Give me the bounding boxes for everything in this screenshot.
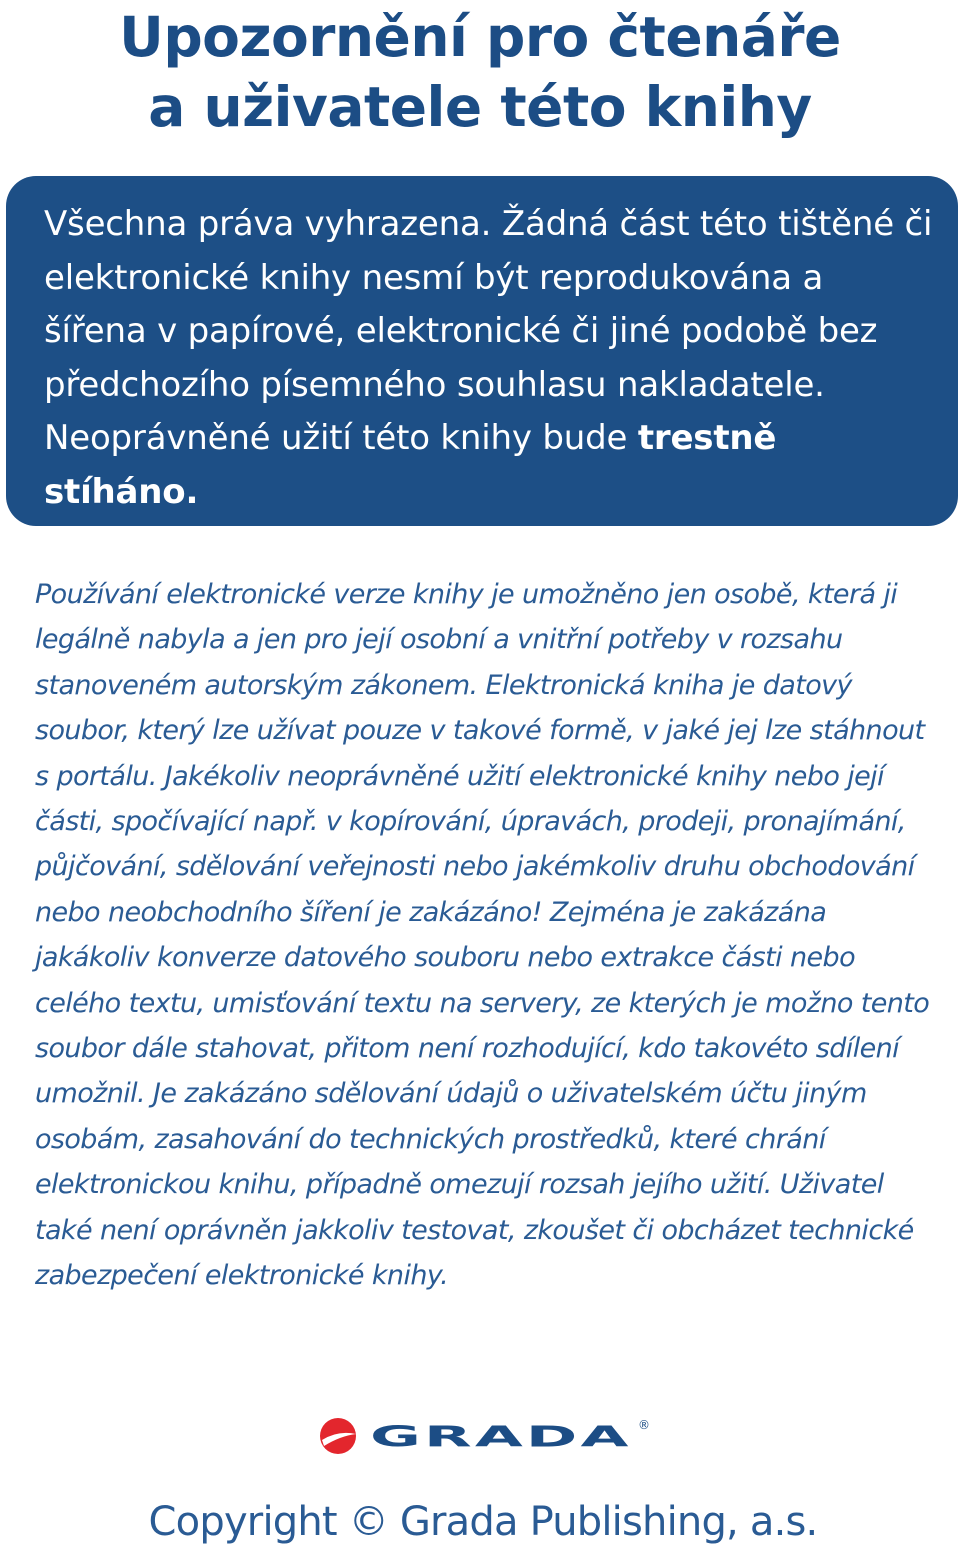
grada-logo [318, 1412, 650, 1462]
rights-notice-text [44, 198, 934, 519]
rights-notice-body: Všechna práva vyhrazena. Žádná část této tištěné či elektronické knihy nesmí být reprodukována a šířena v papírové, elektronické či jiné podobě bez předchozího písemného souhlasu nakladatele. Neoprávněné užití této knihy bude [44, 204, 933, 458]
registered-mark: ® [638, 1418, 650, 1432]
copyright-line: Copyright © Grada Publishing, a.s. [148, 1499, 818, 1545]
page-title-line-2: a uživatele této knihy [148, 75, 812, 139]
rights-notice-box [6, 176, 958, 526]
page-title [0, 2, 960, 142]
grada-logo-wordmark: GRADA [370, 1420, 632, 1454]
rights-notice-emphasis: trestně stíháno. [44, 418, 777, 512]
grada-logo-mark-icon [318, 1416, 358, 1456]
usage-terms-paragraph: Používání elektronické verze knihy je umožněno jen osobě, která ji legálně nabyla a jen pro její osobní a vnitřní potřeby v rozsahu stanoveném autorským zákonem. Elektronická kniha je datový soubor, který lze užívat pouze v takové formě, v jaké jej lze stáhnout s portálu. Jakékoliv neoprávněné užití elektronické knihy nebo její části, spočívající např. v kopírování, úpravách, prodeji, pronajímání, půjčování, sdělování veřejnosti nebo jakémkoliv druhu obchodování nebo neobchodního šíření je zakázáno! Zejména je zakázána jakákoliv konverze datového souboru nebo extrakce části nebo celého textu, umisťování textu na servery, ze kterých je možno tento soubor dále stahovat, přitom není rozhodující, kdo takovéto sdílení umožnil. Je zakázáno sdělování údajů o uživatelském účtu jiným osobám, zasahování do technických prostředků, které chrání elektronickou knihu, případně omezují rozsah jejího užití. Uživatel také není oprávněn jakkoliv testovat, zkoušet či obcházet technické zabezpečení elektronické knihy. [35, 579, 930, 1292]
page-title-line-1: Upozornění pro čtenáře [119, 5, 841, 69]
